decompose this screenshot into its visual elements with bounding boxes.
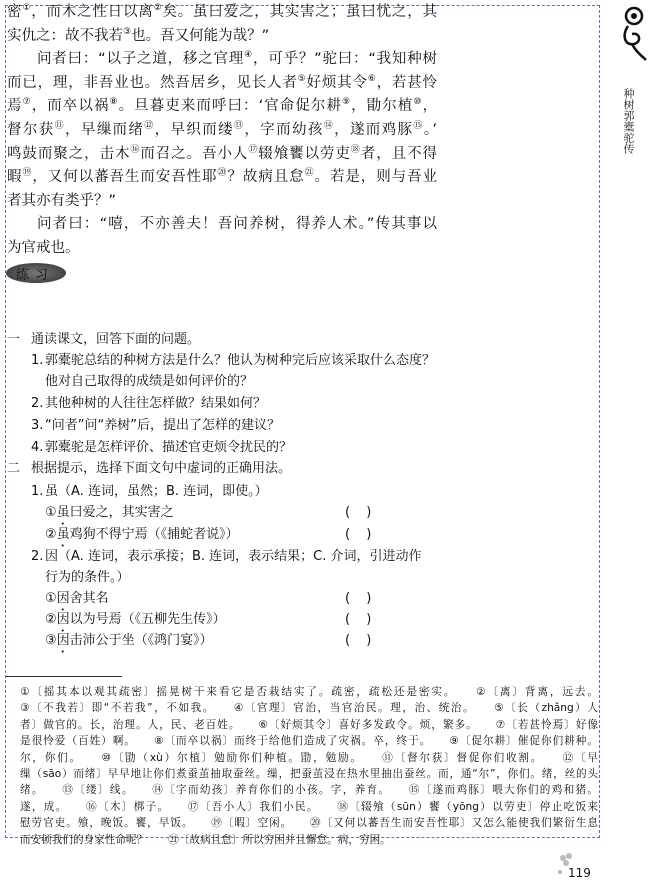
answer-blank[interactable]: ( ) [345,612,378,627]
word-hint: （A. 连词，表示承接；B. 连词，表示结果；C. 介词，引进动作 [58,549,422,564]
footnote-ref: ① [22,3,32,13]
footnote-ref: ⑨ [342,97,352,108]
question-1-cont: 他对自己取得的成绩是如何评价的？ [45,374,254,389]
target-word: 因 [56,633,70,648]
footnote-ref: ③ [123,26,132,37]
footnote-line: 慰劳官吏。飧，晚饭。饔，早饭。 ⑲〔暇〕空闲。 ⑳〔又何以蕃吾生而安吾性耶〕又怎么能使我们繁衍生息 [20,817,598,830]
target-word: 因 [56,591,70,606]
footnote-ref: ⑩ [413,97,423,108]
word-hint: （A. 连词，虽然；B. 连词，即使。） [58,484,268,499]
answer-blank[interactable]: ( ) [345,505,378,520]
footnote-line: 缫（sāo）而绪〕早早地让你们煮蚕茧抽取蚕丝。缫，把蚕茧浸在热水里抽出蚕丝。而，通“尔”，你们。绪，丝的头 [20,768,598,781]
q-text: 郭橐驼是怎样评价、描述官吏烦令扰民的？ [45,440,293,455]
q-text: 其他种树的人往往怎样做？结果如何？ [45,396,267,411]
passage-text [7,1,437,261]
sentence-item [45,527,239,550]
ornament-icon [620,4,648,66]
word: 因 [45,549,59,564]
target-word: 因 [56,612,70,627]
footnote-ref: ⑯ [130,144,141,155]
sentence-item [45,633,213,656]
section-1-heading [7,332,200,348]
footnote-divider [6,676,122,677]
q-num: 1. [31,353,44,368]
footnote-ref: ⑳ [217,168,228,179]
q-num: 2. [31,396,44,411]
footnote-line: 是很怜爱（百姓）啊。 ⑧〔而卒以祸〕而终于给他们造成了灾祸。卒，终于。 ⑨〔促尔耕〕催促你们耕种。 [20,735,598,748]
target-word: 虽 [56,527,70,542]
footnote-ref: ㉑ [304,168,315,179]
answer-blank[interactable]: ( ) [345,633,378,648]
target-word: 虽 [56,505,70,520]
page-number: 119 [568,866,591,880]
q-num: 4. [31,440,44,455]
section-title: 根据提示，选择下面文句中虚词的正确用法。 [31,461,292,476]
item-mark: ③ [45,633,57,648]
footnote-ref: ⑫ [144,120,155,131]
q-text: “问者”问“养树”后，提出了怎样的建议？ [45,418,280,433]
passage-line: 而已，理，非吾业也。然吾居乡，见长人者⑤好烦其令⑥，若甚怜 [7,73,438,91]
section-num: 一 [7,332,21,347]
footnote-ref: ⑬ [234,120,245,131]
word-1 [31,484,268,500]
q-num: 2. [31,549,44,564]
footnote-ref: ⑭ [323,120,335,131]
footnote-ref: ⑰ [248,144,259,155]
passage-line: 鸣鼓而聚之，击木⑯而召之。吾小人⑰辍飧饔以劳吏⑱者，且不得 [7,144,438,162]
footnote-line: 尔，你们。 ⑩〔勖（xù）尔植〕勉励你们种植。勖，勉励。 ⑪〔督尔获〕督促你们收割。 ⑫〔早 [20,751,598,764]
q-num: 3. [31,418,44,433]
footnote-ref: ⑧ [109,97,119,108]
footnote-line: 而安顿我们的身家性命呢？ ㉑〔故病且怠〕所以穷困并且懈怠。病，穷困。 [20,833,391,846]
footnote-ref: ⑮ [413,120,424,131]
sentence-item [45,505,174,528]
question-3 [31,418,280,434]
word: 虽 [45,484,59,499]
footnote-line: ①〔摇其本以观其疏密〕摇晃树干来看它是否栽结实了。疏密，疏松还是密实。 ②〔离〕背离，远去。 [20,686,598,698]
footnote-ref: ⑱ [350,144,361,155]
exercise-badge-label: 练习 [16,268,55,283]
q-num: 1. [31,484,44,499]
sentence-item [45,591,109,614]
sentence: 鸡狗不得宁焉（《捕蛇者说》） [69,527,239,542]
sentence-item [45,612,226,635]
footnote-ref: ② [153,3,163,13]
footnote-ref: ⑪ [54,120,65,131]
footnote-line: ③〔不我若〕即“不若我”，不如我。 ④〔官理〕官治，当官治民。理，治、统治。 ⑤〔长（zhǎng）人 [20,702,598,715]
exercise-badge [6,263,66,283]
footnotes [20,684,598,848]
footnote-line: 者〕做官的。长，治理。人，民、老百姓。 ⑥〔好烦其令〕喜好多发政令。烦，繁多。 ⑦〔若甚怜焉〕好像 [20,718,598,731]
answer-blank[interactable]: ( ) [345,591,378,606]
item-mark: ② [45,527,57,542]
passage-line: 问者曰：“嘻，不亦善夫！吾问养树，得养人术。”传其事以 [37,216,437,233]
section-num: 二 [7,461,21,476]
sentence: 以为号焉（《五柳先生传》） [69,612,226,627]
footnote-line: 遂，成。 ⑯〔木〕梆子。 ⑰〔吾小人〕我们小民。 ⑱〔辍飧（sūn）饔（yōng）以劳吏〕停止吃饭来 [20,800,598,813]
section-title: 通读课文，回答下面的问题。 [31,332,201,347]
passage-line: 者其亦有类乎？” [7,192,117,209]
item-mark: ① [45,591,57,606]
q-text: 郭橐驼总结的种树方法是什么？他认为树种完后应该采取什么态度？ [45,353,436,368]
item-mark: ② [45,612,57,627]
word-hint-cont: 行为的条件。） [45,570,130,585]
passage-line: 问者曰：“以子之道，移之官理④，可乎？”驼曰：“我知种树 [37,50,438,68]
answer-blank[interactable]: ( ) [345,527,378,542]
footnote-ref: ⑲ [22,168,33,179]
question-4 [31,440,292,456]
item-mark: ① [45,505,57,520]
footnote-ref: ④ [244,50,253,61]
section-2-heading [7,461,291,477]
footnote-ref: ⑥ [367,73,377,84]
footnote-ref: ⑦ [22,97,32,108]
passage-line: 焉⑦，而卒以祸⑧。旦暮吏来而呼曰：‘官命促尔耕⑨，勖尔植⑩， [7,97,437,115]
running-title: 种树郭橐驼传 [622,88,635,154]
passage-line: 暇⑲，又何以蕃吾生而安吾性耶⑳？故病且怠$^㉑$。若是，则与吾业 [7,168,438,186]
sentence: 舍其名 [69,591,109,606]
passage-line: 密①，而木之性日以离②矣。虽曰爱之，其实害之；虽曰忧之，其 [7,3,438,20]
question-1 [31,353,435,369]
passage-line: 实仇之：故不我若③也。吾又何能为哉？” [7,26,270,44]
question-2 [31,396,266,412]
passage-line: 督尔获⑪，早缫而绪⑫，早织而缕⑬，字而幼孩⑭，遂而鸡豚⑮。’ [7,120,438,138]
passage-line: 为官戒也。 [7,239,80,256]
sentence: 击沛公于坐（《鸿门宴》） [69,633,213,648]
sentence: 曰爱之，其实害之 [69,505,174,520]
footnote-line: 绪。 ⑬〔缕〕线。 ⑭〔字而幼孩〕养育你们的小孩。字，养育。 ⑮〔遂而鸡豚〕喂大你们的鸡和猪。 [20,784,598,797]
word-2 [31,549,421,565]
footnote-ref: ⑤ [297,73,307,84]
